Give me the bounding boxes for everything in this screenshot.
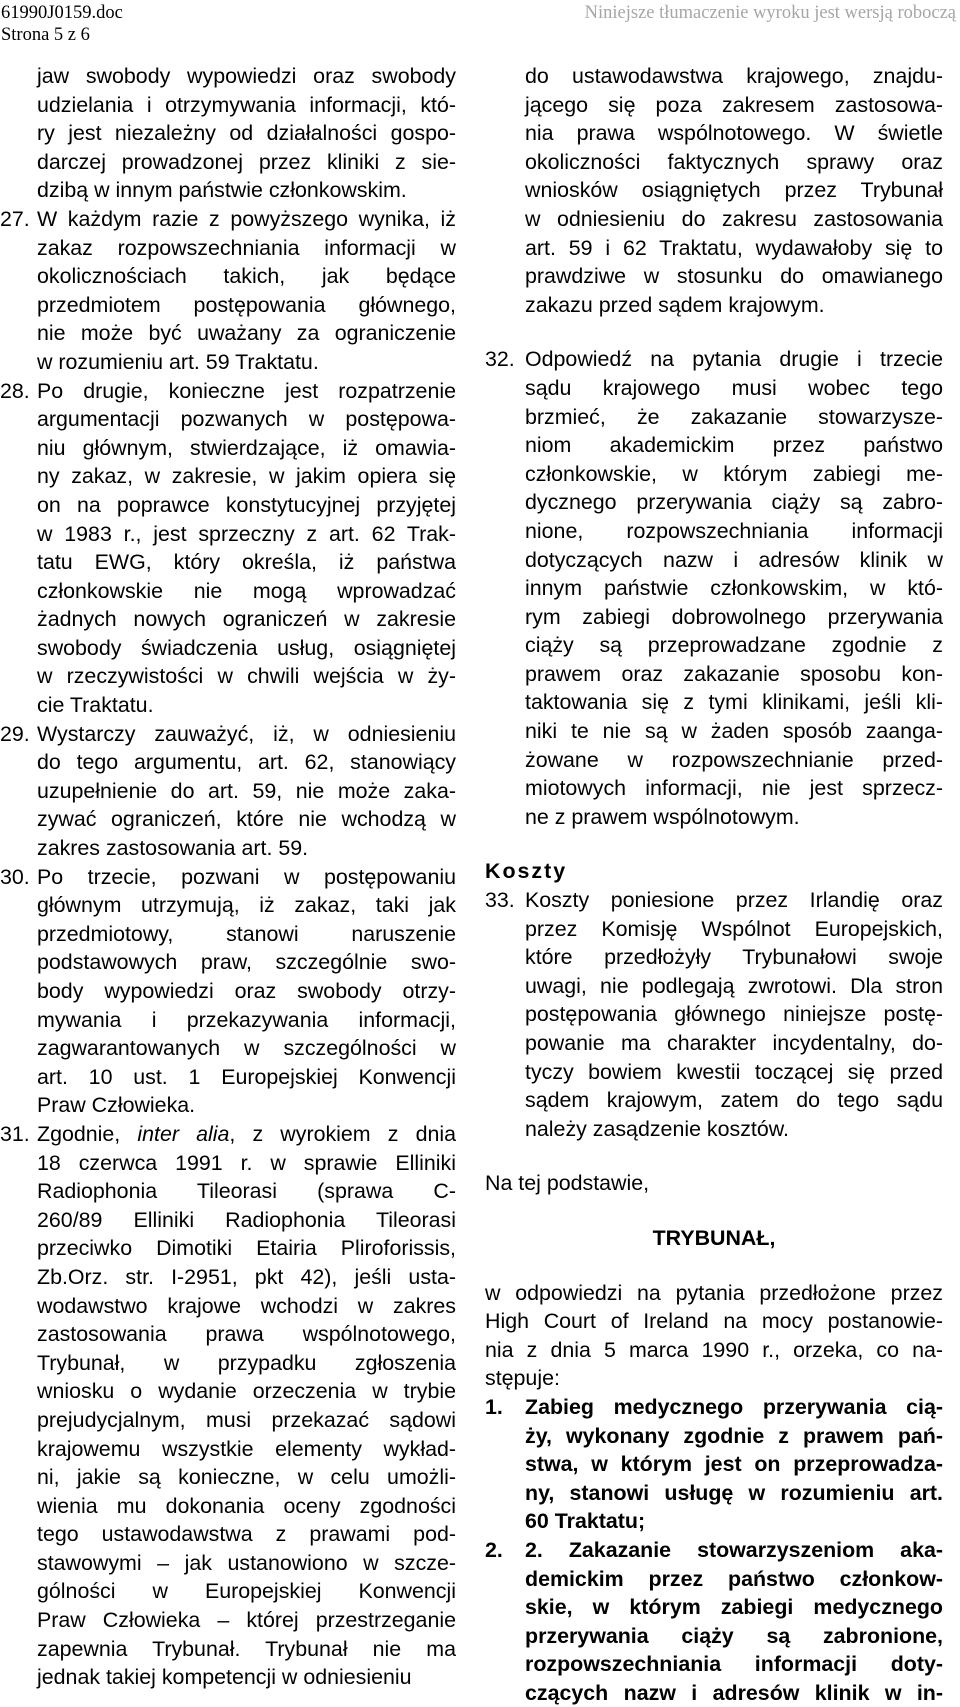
text-line: dzibą w innym państwie członkowskim.	[37, 178, 407, 203]
text-line: ne z prawem wspólnotowym.	[525, 804, 800, 829]
ruling-items	[485, 1393, 943, 1707]
text-line: udzielania i otrzymywania informacji, któ-	[37, 92, 456, 117]
paragraph-29	[0, 720, 456, 863]
text-line: Praw Człowieka.	[37, 1093, 196, 1118]
text-line: podstawowych praw, szczególnie swo-	[37, 950, 456, 975]
paragraph-30	[0, 863, 456, 1120]
text-line: ni, jakie są konieczne, w celu umożli-	[37, 1465, 456, 1490]
text-line: wniosków osiągniętych przez Trybunał	[525, 178, 943, 203]
text-line: przez Komisję Wspólnot Europejskich,	[525, 916, 943, 941]
text-line: członkowskie, w którym zabiegi me-	[525, 461, 943, 486]
text-line: uwagi, nie podlegają zwrotowi. Dla stron	[525, 973, 943, 998]
text-line: jącego się poza zakresem zastosowa-	[525, 92, 943, 117]
text-line: High Court of Ireland na mocy postanowie-	[485, 1309, 943, 1334]
paragraph-33	[485, 886, 943, 1143]
text-line: do tego argumentu, art. 62, stanowiący	[37, 750, 456, 775]
text-line: Praw Człowieka – której przestrzeganie	[37, 1608, 456, 1633]
text-line: nione, rozpowszechniania informacji	[525, 518, 943, 543]
text-line: demickim przez państwo członkow-	[525, 1566, 943, 1591]
text-line: stawowymi – jak ustanowiono w szcze-	[37, 1550, 456, 1575]
text-line: brzmieć, że zakazanie stowarzysze-	[525, 404, 943, 429]
text-line: okolicznościach takich, jak będące	[37, 264, 456, 289]
paragraph-number: 32.	[485, 347, 515, 372]
text-line: prawem oraz zakazanie sposobu kon-	[525, 661, 943, 686]
text-line: 18 czerwca 1991 r. w sprawie Elliniki	[37, 1150, 456, 1175]
text-line: Odpowiedź na pytania drugie i trzecie	[525, 347, 943, 372]
document-id: 61990J0159.doc	[1, 3, 123, 23]
basis-line: Na tej podstawie,	[485, 1171, 650, 1196]
text-line: niom akademickim przez państwo	[525, 433, 943, 458]
text-line: rym zabiegi dobrowolnego przerywania	[525, 604, 943, 629]
text-line: 2. Zakazanie stowarzyszeniom aka-	[525, 1537, 943, 1562]
tribunal-heading: TRYBUNAŁ,	[652, 1225, 776, 1250]
text-line: żowane w rozpowszechnianie przed-	[525, 747, 943, 772]
text-line: dycznego przerywania ciąży są zabro-	[525, 490, 943, 515]
text-line: przedmiotowy, stanowi naruszenie	[37, 921, 456, 946]
text-line: do ustawodawstwa krajowego, znajdu-	[525, 64, 943, 88]
text-line: 260/89 Elliniki Radiophonia Tileorasi	[37, 1207, 456, 1232]
text-line: dotyczących nazw i adresów klinik w	[525, 547, 943, 572]
text-line: darczej prowadzonej przez kliniki z sie-	[37, 149, 456, 174]
text-line: okoliczności faktycznych sprawy oraz	[525, 149, 943, 174]
text-line: przedmiotem postępowania głównego,	[37, 292, 456, 317]
text-line: mywania i przekazywania informacji,	[37, 1007, 456, 1032]
text-line: innym państwie członkowskim, w któ-	[525, 576, 943, 601]
text-line: taktowania się z tymi klinikami, jeśli kli-	[525, 690, 943, 715]
paragraph-31	[0, 1120, 457, 1692]
text-line: miotowych informacji, nie jest sprzecz-	[525, 776, 943, 801]
text-line: prejudycjalnym, musi przekazać sądowi	[37, 1407, 456, 1432]
paragraph-number: 2.	[485, 1537, 503, 1562]
text-line: ny zakaz, w zakresie, w jakim opiera się	[37, 464, 456, 489]
text-line: wienia mu dokonania oceny zgodności	[37, 1493, 456, 1518]
text-line: zapewnia Trybunał. Trybunał nie ma	[37, 1636, 456, 1661]
text-line: swobody świadczenia usług, osiągniętej	[37, 635, 456, 660]
text-line: żadnych nowych ograniczeń w zakresie	[37, 607, 456, 632]
text-line: zakres zastosowania art. 59.	[37, 836, 309, 861]
text-line: głównym utrzymują, iż zakaz, taki jak	[37, 893, 456, 918]
paragraph-32	[485, 345, 943, 831]
text-line: w odniesieniu do zakresu zastosowania	[525, 206, 943, 231]
text-line: Po drugie, konieczne jest rozpatrzenie	[37, 378, 456, 403]
text-line: które przedłożyły Trybunałowi swoje	[525, 945, 943, 970]
text-line: zagwarantowanych w szczególności w	[37, 1036, 456, 1061]
text-line: przerywania ciąży są zabronione,	[525, 1623, 943, 1648]
draft-notice: Niniejsze tłumaczenie wyroku jest wersją roboczą	[584, 3, 956, 23]
text-line: Zb.Orz. str. I-2951, pkt 42), jeśli usta-	[37, 1264, 456, 1289]
text-line: zywać ograniczeń, które nie wchodzą w	[37, 807, 456, 832]
text-line: krajowemu wszystkie elementy wykład-	[37, 1436, 456, 1461]
text-line: zastosowania prawa wspólnotowego,	[37, 1322, 456, 1347]
text-line: art. 10 ust. 1 Europejskiej Konwencji	[37, 1064, 456, 1089]
text-line: postępowania głównego niniejsze postę-	[525, 1002, 943, 1027]
text-line: wniosku o wydanie orzeczenia w trybie	[37, 1379, 456, 1404]
ruling-item	[485, 1536, 943, 1707]
text-line: członkowskie nie mogą wprowadzać	[37, 578, 456, 603]
text-line: rozpowszechniania informacji doty-	[525, 1652, 943, 1677]
text-line: w 1983 r., jest sprzeczny z art. 62 Trak-	[37, 521, 456, 546]
text-line: Wystarczy zauważyć, iż, w odniesieniu	[37, 721, 456, 746]
text-line: ciąży są przeprowadzane zgodnie z	[525, 633, 943, 658]
costs-heading: Koszty	[485, 859, 568, 884]
paragraph-31-continuation	[485, 62, 943, 319]
text-line: ny, stanowi usługę w rozumieniu art.	[525, 1480, 943, 1505]
paragraph-28	[0, 377, 456, 720]
text-line: nie może być uważany za ograniczenie	[37, 321, 456, 346]
text-line: tyczy bowiem kwestii toczącej się przed	[525, 1059, 943, 1084]
paragraph-number: 29.	[0, 721, 30, 746]
text-line: ży, wykonany zgodnie z prawem pań-	[525, 1423, 943, 1448]
ruling-item	[485, 1393, 943, 1536]
text-line: body wypowiedzi oraz swobody otrzy-	[37, 979, 456, 1003]
text-line: Zabieg medycznego przerywania cią-	[525, 1394, 943, 1419]
text-line: W każdym razie z powyższego wynika, iż	[37, 206, 456, 231]
text-line: przeciwko Dimotiki Etairia Pliroforissis,	[37, 1236, 456, 1261]
text-line: zakaz rozpowszechniania informacji w	[37, 235, 456, 260]
text-line: stępuje:	[485, 1366, 560, 1391]
text-line: sądu krajowego musi wobec tego	[525, 375, 943, 400]
paragraph-continuation	[37, 62, 456, 205]
text-line: Trybunał, w przypadku zgłoszenia	[37, 1350, 456, 1375]
paragraph-number: 31.	[0, 1121, 30, 1146]
paragraph-number: 28.	[0, 378, 30, 403]
paragraph-number: 27.	[0, 206, 30, 231]
text-line: argumentacji pozwanych w postępowa-	[37, 407, 456, 432]
text-line: czących nazw i adresów klinik w in-	[525, 1680, 943, 1705]
text-line: powanie ma charakter incydentalny, do-	[525, 1031, 943, 1055]
text-line: tego ustawodawstwa z prawami pod-	[37, 1522, 456, 1547]
text-line: Koszty poniesione przez Irlandię oraz	[525, 888, 943, 913]
paragraph-number: 1.	[485, 1394, 503, 1419]
text-line: zakazu przed sądem krajowym.	[525, 292, 825, 317]
text-line: należy zasądzenie kosztów.	[525, 1116, 789, 1141]
text-line: w rzeczywistości w chwili wejścia w ży-	[37, 664, 456, 689]
text-line: tatu EWG, który określa, iż państwa	[37, 550, 456, 575]
text-line: w rozumieniu art. 59 Traktatu.	[37, 349, 319, 374]
text-line: on na poprawce konstytucyjnej przyjętej	[37, 492, 456, 517]
text-line: prawdziwe w stosunku do omawianego	[525, 264, 943, 289]
text-line: jednak takiej kompetencji w odniesieniu	[37, 1665, 412, 1690]
text-line: Radiophonia Tileorasi (sprawa C-	[37, 1179, 456, 1204]
text-line: sądem krajowym, zatem do tego sądu	[525, 1088, 943, 1113]
text-line: wodawstwo krajowe wchodzi w zakres	[37, 1293, 456, 1318]
text-line: art. 59 i 62 Traktatu, wydawałoby się to	[525, 235, 943, 260]
text-line: nia z dnia 5 marca 1990 r., orzeka, co na-	[485, 1337, 943, 1362]
text-line: ry jest niezależny od działalności gospo-	[37, 121, 456, 146]
ruling-intro	[485, 1279, 943, 1393]
text-line: w odpowiedzi na pytania przedłożone przez	[485, 1280, 943, 1305]
text-line: cie Traktatu.	[37, 693, 154, 718]
text-line: niki te nie są w żaden sposób zaanga-	[525, 719, 943, 744]
text-line: stwa, w którym jest on przeprowadza-	[525, 1452, 943, 1477]
text-line: Po trzecie, pozwani w postępowaniu	[37, 864, 456, 889]
text-line: niu głównym, stwierdzające, iż omawia-	[37, 435, 456, 460]
text-line: 60 Traktatu;	[525, 1509, 646, 1534]
document-header-left	[1, 2, 123, 46]
paragraph-27	[0, 205, 456, 377]
text-line: skie, w którym zabiegi medycznego	[525, 1595, 943, 1620]
left-column	[0, 62, 457, 1692]
text-line: gólności w Europejskiej Konwencji	[37, 1579, 456, 1604]
paragraph-number: 33.	[485, 888, 515, 913]
text-line: nia prawa wspólnotowego. W świetle	[525, 121, 943, 146]
text-line: Zgodnie, inter alia, z wyrokiem z dnia	[37, 1121, 457, 1146]
text-line: jaw swobody wypowiedzi oraz swobody	[37, 64, 456, 88]
right-column	[485, 62, 943, 1707]
text-line: uzupełnienie do art. 59, nie może zaka-	[37, 778, 456, 803]
page-number: Strona 5 z 6	[1, 25, 90, 45]
paragraph-number: 30.	[0, 864, 30, 889]
